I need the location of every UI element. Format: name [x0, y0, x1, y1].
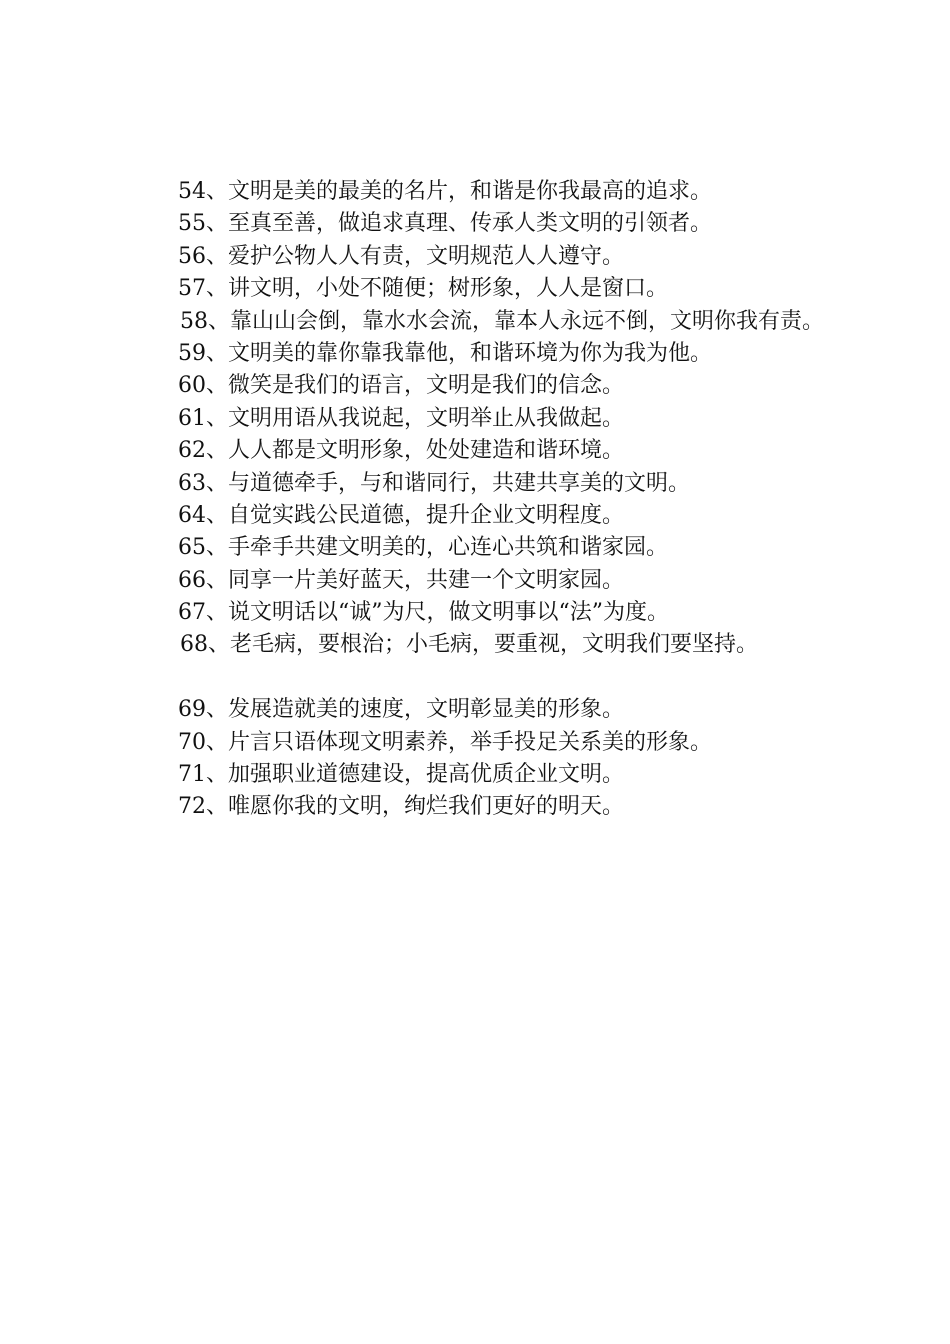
list-item: 57、讲文明，小处不随便；树形象，人人是窗口。	[178, 276, 668, 302]
list-item: 58、靠山山会倒，靠水水会流，靠本人永远不倒，文明你我有责。	[180, 308, 824, 334]
list-item: 60、微笑是我们的语言，文明是我们的信念。	[178, 373, 624, 399]
list-item: 55、至真至善，做追求真理、传承人类文明的引领者。	[178, 211, 712, 237]
list-item: 72、唯愿你我的文明，绚烂我们更好的明天。	[178, 794, 624, 820]
slogan-list	[130, 176, 860, 824]
list-item: 59、文明美的靠你靠我靠他，和谐环境为你为我为他。	[178, 340, 712, 366]
list-item: 68、老毛病，要根治；小毛病，要重视，文明我们要坚持。	[180, 632, 758, 658]
list-item: 56、爱护公物人人有责，文明规范人人遵守。	[178, 243, 624, 269]
list-item: 71、加强职业道德建设，提高优质企业文明。	[178, 762, 624, 788]
list-item: 66、同享一片美好蓝天，共建一个文明家园。	[178, 567, 624, 593]
list-item: 70、片言只语体现文明素养，举手投足关系美的形象。	[178, 729, 712, 755]
list-item: 63、与道德牵手，与和谐同行，共建共享美的文明。	[178, 470, 690, 496]
list-item: 61、文明用语从我说起，文明举止从我做起。	[178, 405, 624, 431]
paragraph-gap	[130, 662, 860, 694]
list-item: 65、手牵手共建文明美的，心连心共筑和谐家园。	[178, 535, 668, 561]
list-item: 67、说文明话以“诚”为尺，做文明事以“法”为度。	[178, 600, 669, 626]
list-item: 64、自觉实践公民道德，提升企业文明程度。	[178, 502, 624, 528]
list-item: 54、文明是美的最美的名片，和谐是你我最高的追求。	[178, 179, 712, 204]
list-item: 62、人人都是文明形象，处处建造和谐环境。	[178, 438, 624, 464]
list-item: 69、发展造就美的速度，文明彰显美的形象。	[178, 697, 624, 723]
